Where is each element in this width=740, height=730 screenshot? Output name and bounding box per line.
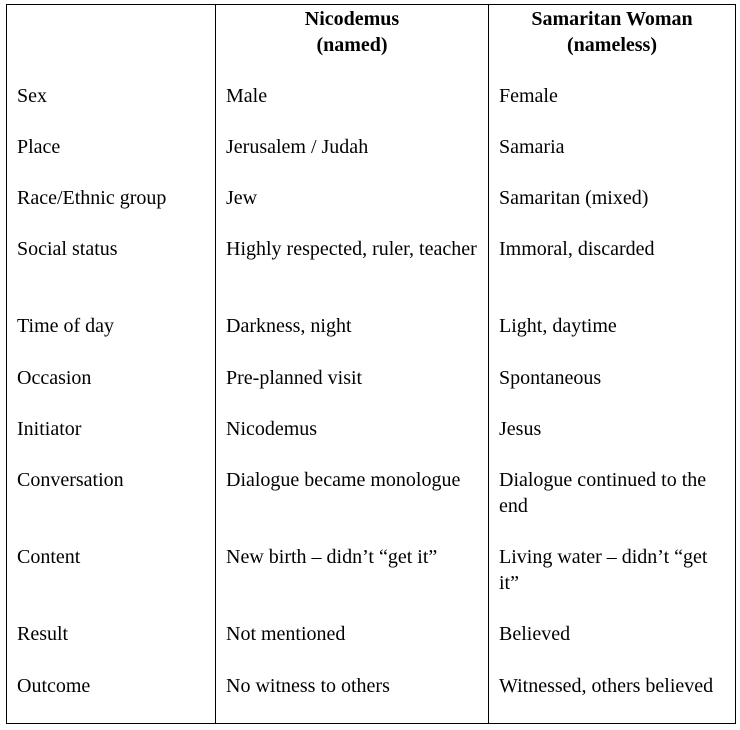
named-cell: No witness to others <box>226 675 390 697</box>
row-label: Occasion <box>17 367 92 389</box>
named-cell: Male <box>226 85 268 107</box>
row-label: Place <box>17 136 61 158</box>
nameless-cell: Samaritan (mixed) <box>499 187 649 209</box>
nameless-cell: Witnessed, others believed <box>499 675 714 697</box>
row-label: Race/Ethnic group <box>17 187 167 209</box>
nameless-cell: Immoral, discarded <box>499 238 655 260</box>
named-cell: Highly respected, ruler, teacher <box>226 238 477 260</box>
row-label: Content <box>17 546 81 568</box>
header-nameless-line1: Samaritan Woman <box>531 8 693 30</box>
nameless-cell: Light, daytime <box>499 315 617 337</box>
nameless-cell: Dialogue continued to the end <box>499 469 707 517</box>
row-label: Result <box>17 623 69 645</box>
named-cell: Darkness, night <box>226 315 352 337</box>
nameless-cell: Female <box>499 85 558 107</box>
row-label: Conversation <box>17 469 124 491</box>
named-cell: Dialogue became monologue <box>226 469 461 491</box>
named-cell: Nicodemus <box>226 418 318 440</box>
named-cell: Pre-planned visit <box>226 367 363 389</box>
row-label: Sex <box>17 85 47 107</box>
named-cell: Not mentioned <box>226 623 346 645</box>
nameless-cell: Samaria <box>499 136 565 158</box>
nameless-cell: Jesus <box>499 418 542 440</box>
header-named-line1: Nicodemus <box>304 8 400 30</box>
nameless-cell: Believed <box>499 623 571 645</box>
named-cell: New birth – didn’t “get it” <box>226 546 438 568</box>
header-nameless-line2: (nameless) <box>567 34 657 56</box>
row-label: Initiator <box>17 418 82 440</box>
header-named-line2: (named) <box>316 34 388 56</box>
nameless-cell: Spontaneous <box>499 367 602 389</box>
nameless-cell: Living water – didn’t “get it” <box>499 546 708 594</box>
row-label: Social status <box>17 238 118 260</box>
named-cell: Jew <box>226 187 258 209</box>
named-cell: Jerusalem / Judah <box>226 136 369 158</box>
row-label: Outcome <box>17 675 91 697</box>
row-label: Time of day <box>17 315 115 337</box>
